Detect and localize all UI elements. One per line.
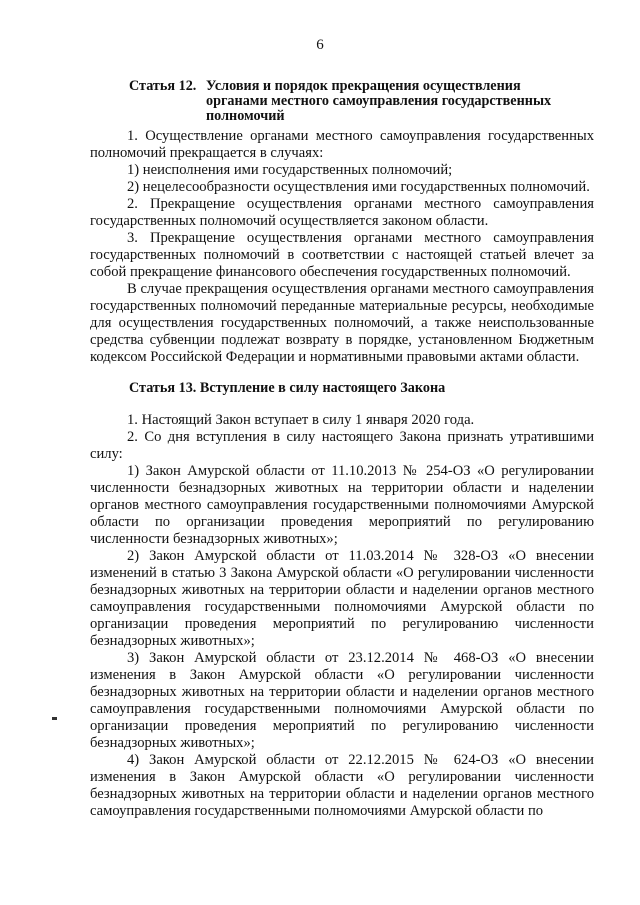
article-12-title: Условия и порядок прекращения осуществления органами местного самоуправления государственных полномочий xyxy=(206,78,552,124)
paragraph: 2) Закон Амурской области от 11.03.2014 № 328-ОЗ «О внесении изменений в статью 3 Закона Амурской области «О регулировании численности безнадзорных животных на территории области и наделении органов местного самоуправления государственными полномочиями Амурской области по организации проведения мероприятий по регулированию численности безнадзорных животных»; xyxy=(90,548,594,649)
paragraph: 4) Закон Амурской области от 22.12.2015 № 624-ОЗ «О внесении изменения в Закон Амурской области «О регулировании численности безнадзорных животных на территории области и наделении органов местного самоуправления государственными полномочиями Амурской области по xyxy=(90,752,594,819)
article-12-number: Статья 12. xyxy=(129,78,197,94)
paragraph: 1) Закон Амурской области от 11.10.2013 № 254-ОЗ «О регулировании численности безнадзорных животных на территории области и наделении органов местного самоуправления государственными полномочиями Амурской области по организации проведения мероприятий по регулированию численности безнадзорных животных»; xyxy=(90,463,594,547)
paragraph: 1. Осуществление органами местного самоуправления государственных полномочий прекращается в случаях: xyxy=(90,128,594,161)
paragraph: В случае прекращения осуществления органами местного самоуправления государственных полномочий переданные материальные ресурсы, необходимые для осуществления государственных полномочий, а также неиспользованные средства субвенции подлежат возврату в порядке, установленном Бюджетным кодексом Российской Федерации и нормативными правовыми актами области. xyxy=(90,281,594,365)
paragraph: 1. Настоящий Закон вступает в силу 1 января 2020 года. xyxy=(127,412,475,428)
page-number: 6 xyxy=(316,37,324,53)
article-12-body xyxy=(90,128,594,366)
paragraph: 3) Закон Амурской области от 23.12.2014 № 468-ОЗ «О внесении изменения в Закон Амурской области «О регулировании численности безнадзорных животных на территории области и наделении органов местного самоуправления государственными полномочиями Амурской области по организации проведения мероприятий по регулированию численности безнадзорных животных»; xyxy=(90,650,594,751)
article-13-body xyxy=(90,412,594,820)
scan-mark xyxy=(52,717,57,720)
article-13-heading: Статья 13. Вступление в силу настоящего Закона xyxy=(129,380,446,396)
paragraph: 1) неисполнения ими государственных полномочий; xyxy=(127,162,453,178)
paragraph: 3. Прекращение осуществления органами местного самоуправления государственных полномочий в соответствии с настоящей статьей влечет за собой прекращение финансового обеспечения государственных полномочий. xyxy=(90,230,594,280)
paragraph: 2. Прекращение осуществления органами местного самоуправления государственных полномочий осуществляется законом области. xyxy=(90,196,594,229)
paragraph: 2) нецелесообразности осуществления ими государственных полномочий. xyxy=(127,179,590,195)
paragraph: 2. Со дня вступления в силу настоящего Закона признать утратившими силу: xyxy=(90,429,594,462)
